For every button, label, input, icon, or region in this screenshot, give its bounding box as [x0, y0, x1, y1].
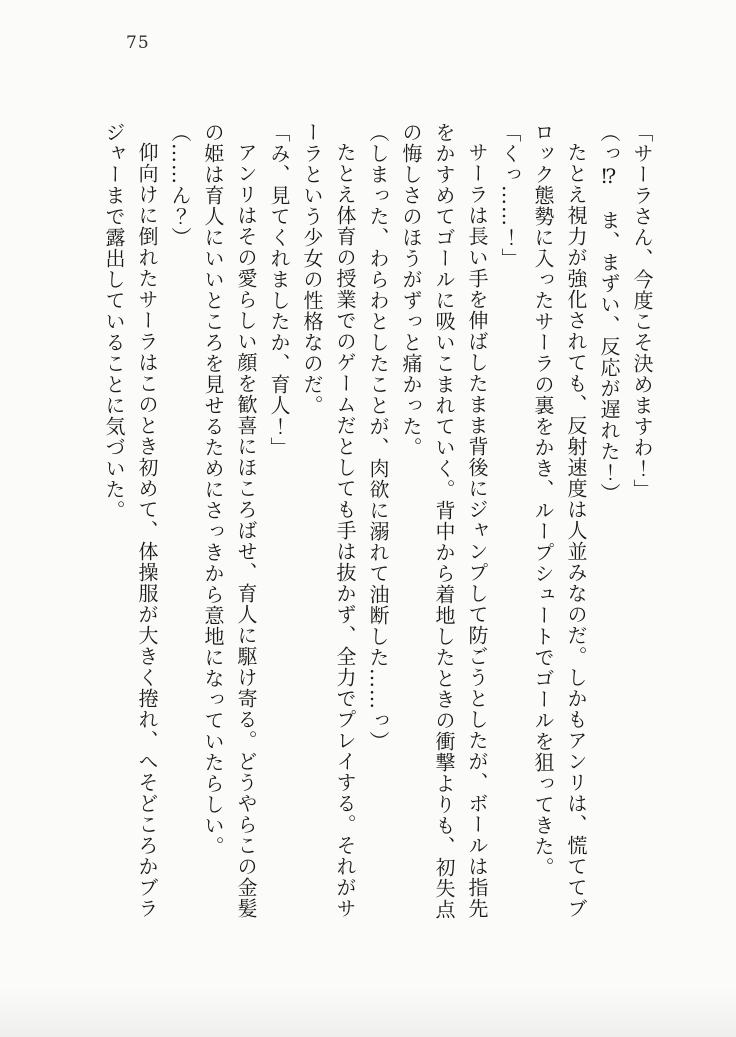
text-line: （……ん？） — [168, 122, 192, 248]
text-line: （っ⁉ ま、まずい、反応が遅れた！） — [597, 122, 621, 504]
text-line: ロック態勢に入ったサーラの裏をかき、ループシュートでゴールを狙ってきた。 — [531, 122, 555, 878]
text-line: （しまった、わらわとしたことが、肉欲に溺れて油断した……っ） — [366, 122, 390, 752]
text-line: をかすめてゴールに吸いこまれていく。背中から着地したときの衝撃よりも、初失点 — [432, 122, 456, 920]
text-line: サーラは長い手を伸ばしたまま背後にジャンプして防ごうとしたが、ボールは指先 — [465, 142, 489, 919]
text-line: ジャーまで露出していることに気づいた。 — [102, 122, 126, 521]
text-line: の悔しさのほうがずっと痛かった。 — [399, 122, 423, 458]
text-line: アンリはその愛らしい顔を歓喜にほころばせ、育人に駆け寄る。どうやらこの金髪 — [234, 142, 258, 919]
text-line: 仰向けに倒れたサーラはこのとき初めて、体操服が大きく捲れ、へそどころかブラ — [135, 142, 159, 919]
page-number: 75 — [126, 33, 150, 53]
text-line: たとえ体育の授業でのゲームだとしても手は抜かず、全力でプレイする。それがサ — [333, 142, 357, 919]
text-line: 「くっ……！」 — [498, 122, 522, 269]
text-line: ーラという少女の性格なのだ。 — [300, 122, 324, 416]
text-line: の姫は育人にいいところを見せるためにさっきから意地になっていたらしい。 — [201, 122, 225, 857]
text-line: たとえ視力が強化されても、反射速度は人並みなのだ。しかもアンリは、慌ててブ — [564, 142, 588, 919]
vertical-text-block — [97, 122, 658, 924]
text-line: 「サーラさん、今度こそ決めますわ！」 — [630, 122, 654, 500]
text-line: 「み、見てくれましたか、育人！」 — [267, 122, 291, 458]
